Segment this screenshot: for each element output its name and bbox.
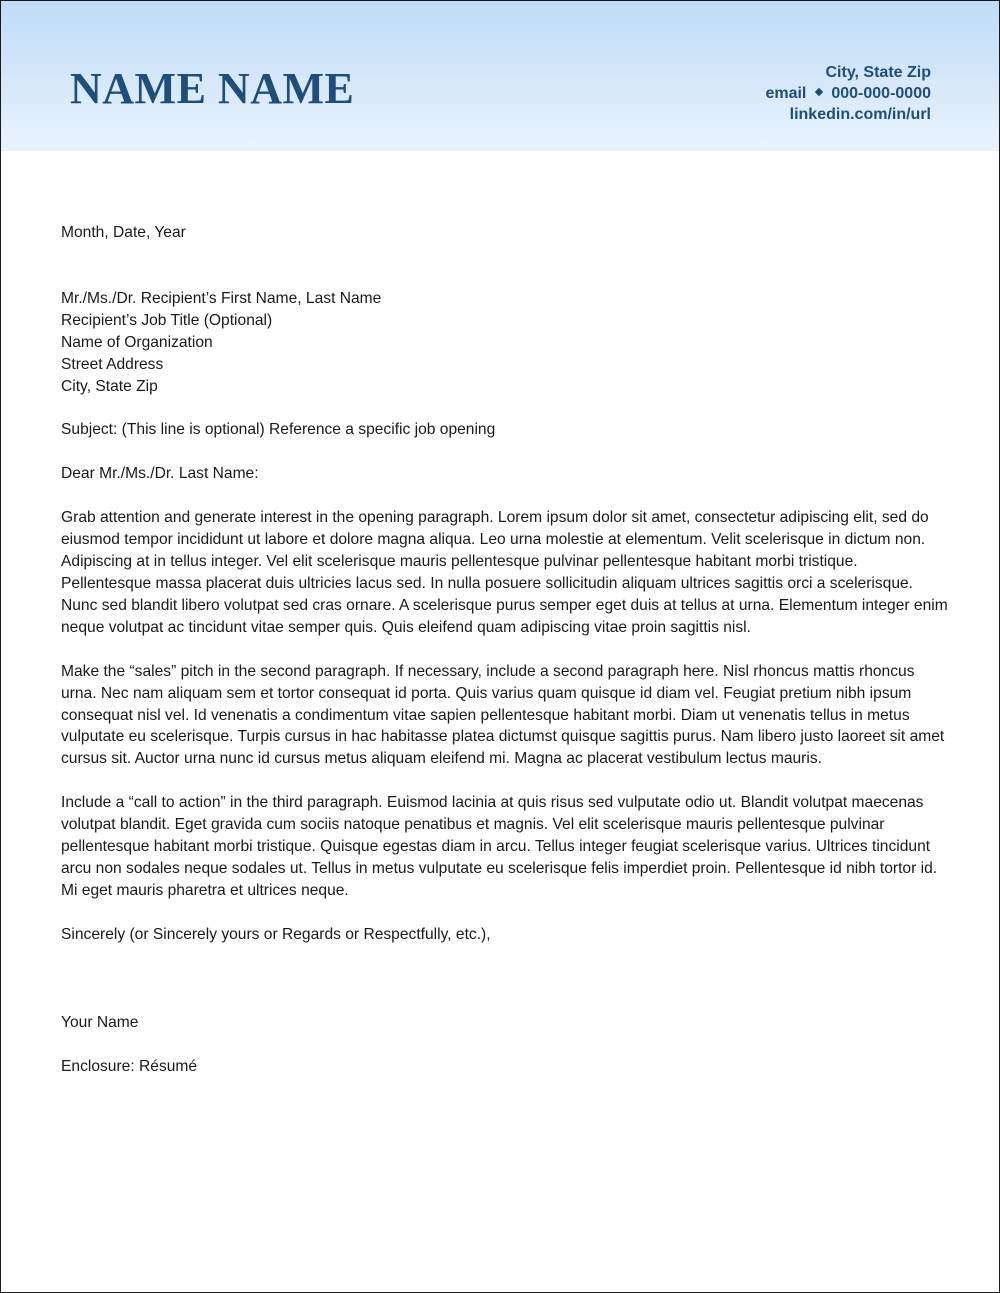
recipient-street: Street Address — [61, 355, 164, 373]
contact-block — [765, 62, 931, 125]
call-to-action-paragraph: Include a “call to action” in the third paragraph. Euismod lacinia at quis risus sed vulputate odio ut. Blandit volutpat maecenas volutpat blandit. Eget gravida cum sociis natoque penatibus et magnis. Vel elit scelerisque mauris pellentesque pulvinar pellentesque habitant morbi tristique. Quisque egestas diam in arcu. Tellus integer feugiat scelerisque varius. Ultrices tincidunt arcu non sodales neque sodales ut. Tellus in metus vulputate eu scelerisque felis imperdiet proin. Pellentesque id nibh tortor id. Mi eget mauris pharetra et ultrices neque. — [61, 794, 938, 899]
contact-email-phone-line — [765, 83, 931, 104]
pitch-paragraph: Make the “sales” pitch in the second paragraph. If necessary, include a second paragraph here. Nisl rhoncus mattis rhoncus urna. Nec nam aliquam sem et tortor consequat id porta. Quis varius quam quisque id diam vel. Feugiat pretium nibh ipsum consequat nisl vel. Id venenatis a condimentum vitae sapien pellentesque habitant morbi. Diam ut venenatis tellus in metus vulputate eu scelerisque. Turpis cursus in hac habitasse platea dictumst quisque sagittis purus. Nam libero justo laoreet sit amet cursus sit. Auctor urna nunc id cursus metus aliquam eleifend mi. Magna ac placerat vestibulum lectus mauris. — [61, 662, 945, 768]
contact-email: email — [765, 85, 807, 102]
recipient-name: Mr./Ms./Dr. Recipient’s First Name, Last Name — [61, 289, 382, 307]
applicant-name: NAME NAME — [70, 64, 355, 113]
closing: Sincerely (or Sincerely yours or Regards or Respectfully, etc.), — [61, 925, 491, 943]
recipient-organization: Name of Organization — [61, 333, 213, 351]
recipient-city: City, State Zip — [61, 377, 158, 395]
signature-name: Your Name — [61, 1013, 139, 1031]
contact-linkedin: linkedin.com/in/url — [789, 106, 931, 123]
diamond-icon — [815, 88, 823, 96]
contact-phone: 000-000-0000 — [831, 85, 931, 102]
opening-paragraph: Grab attention and generate interest in the opening paragraph. Lorem ipsum dolor sit amet, consectetur adipiscing elit, sed do eiusmod tempor incididunt ut labore et dolore magna aliqua. Leo urna molestie at elementum. Velit scelerisque in dictum non. Adipiscing at in tellus integer. Vel elit scelerisque mauris pellentesque pulvinar pellentesque habitant morbi tristique. Pellentesque massa placerat duis ultricies lacus sed. In nulla posuere sollicitudin aliquam ultrices sagittis orci a scelerisque. Nunc sed blandit libero volutpat sed cras ornare. A scelerisque purus semper eget duis at tellus at urna. Elementum integer enim neque volutpat ac tincidunt vitae semper quis. Quis eleifend quam adipiscing vitae proin sagittis nisl. — [61, 509, 948, 636]
salutation: Dear Mr./Ms./Dr. Last Name: — [61, 465, 259, 483]
subject-line: Subject: (This line is optional) Reference a specific job opening — [61, 421, 496, 439]
letter-date: Month, Date, Year — [61, 224, 186, 241]
recipient-block — [61, 288, 951, 398]
letterhead — [1, 1, 999, 151]
enclosure-line: Enclosure: Résumé — [61, 1057, 198, 1075]
letter-body — [61, 222, 951, 1077]
recipient-job-title: Recipient’s Job Title (Optional) — [61, 311, 273, 329]
contact-city-state-zip: City, State Zip — [825, 64, 931, 81]
